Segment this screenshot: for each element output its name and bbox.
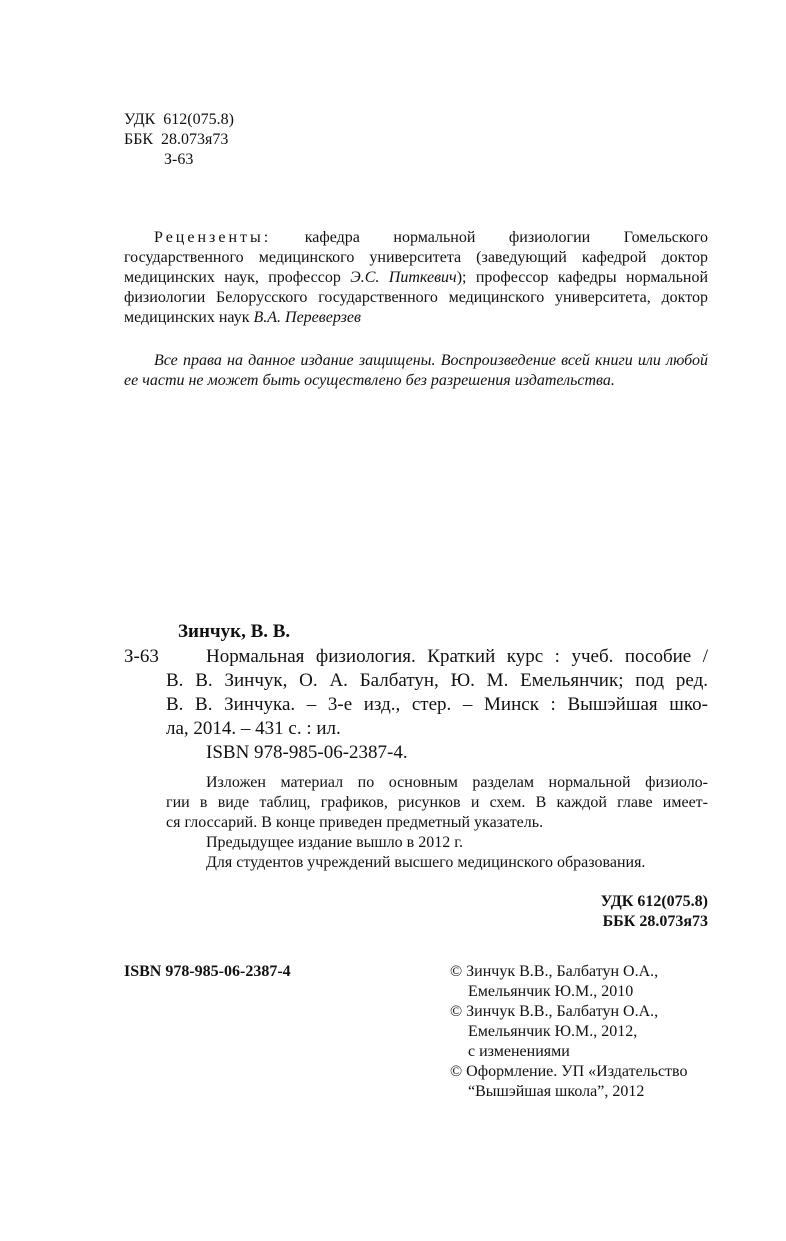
catalog-author-heading: Зинчук, В. В. bbox=[178, 621, 291, 642]
udk-code: УДК 612(075.8) bbox=[600, 893, 708, 910]
catalog-isbn: ISBN 978-985-06-2387-4. bbox=[206, 742, 408, 763]
reviewers-text-2: ); профессор кафедры нормальной физиологии Белорусского государственного медицинского университета, доктор медицинских наук bbox=[124, 269, 709, 326]
catalog-mark: З-63 bbox=[124, 646, 159, 667]
annotation-audience: Для студентов учреждений высшего медицинского образования. bbox=[206, 854, 646, 871]
annotation-previous-edition: Предыдущее издание вышло в 2012 г. bbox=[206, 834, 463, 851]
reviewer-name-2: В.А. Переверзев bbox=[253, 309, 361, 326]
catalog-line-2: В. В. Зинчук, О. А. Балбатун, Ю. М. Емельянчик; под ред. bbox=[166, 670, 708, 691]
copyright-3-line-1: © Оформление. УП «Издательство bbox=[450, 1063, 688, 1080]
copyright-1-line-1: © Зинчук В.В., Балбатун О.А., bbox=[450, 963, 659, 980]
author-mark: З-63 bbox=[164, 151, 194, 168]
bbk-line bbox=[124, 130, 234, 150]
copyright-block bbox=[450, 962, 687, 1102]
reviewer-name-1: Э.С. Питкевич bbox=[350, 269, 457, 286]
udk-value: 612(075.8) bbox=[163, 111, 234, 128]
bbk-code: ББК 28.073я73 bbox=[602, 913, 708, 930]
annotation-line-3: ся глоссарий. В конце приведен предметный указатель. bbox=[166, 814, 544, 831]
classification-block bbox=[124, 110, 234, 170]
catalog-description bbox=[166, 645, 708, 765]
udk-label: УДК bbox=[124, 111, 156, 128]
bbk-label: ББК bbox=[124, 131, 154, 148]
copyright-2-line-3: с изменениями bbox=[468, 1043, 570, 1060]
reviewers-text-1: кафедра нормальной физиологии Гомельского государственного медицинского университета (заведующий кафедрой доктор медицинских наук, профессор bbox=[124, 229, 709, 286]
annotation-line-1: Изложен материал по основным разделам нормальной физиоло- bbox=[206, 774, 708, 791]
rights-notice: Все права на данное издание защищены. Воспроизведение всей книги или любой ее части не может быть осуществлено без разрешения издательства. bbox=[124, 352, 708, 389]
catalog-line-3: В. В. Зинчука. – 3-е изд., стер. – Минск : Вышэйшая шко- bbox=[166, 694, 708, 715]
reviewers-paragraph bbox=[124, 228, 708, 328]
reviewers-label: Рецензенты: bbox=[154, 229, 272, 246]
bbk-value: 28.073я73 bbox=[161, 131, 229, 148]
codes-block bbox=[408, 892, 708, 932]
copyright-2-line-2: Емельянчик Ю.М., 2012, bbox=[468, 1023, 638, 1040]
copyright-2-line-1: © Зинчук В.В., Балбатун О.А., bbox=[450, 1003, 659, 1020]
catalog-line-4: ла, 2014. – 431 с. : ил. bbox=[166, 718, 341, 739]
annotation-line-2: гии в виде таблиц, графиков, рисунков и схем. В каждой главе имеет- bbox=[166, 794, 708, 811]
udk-line bbox=[124, 110, 234, 130]
isbn-footer: ISBN 978-985-06-2387-4 bbox=[124, 963, 291, 980]
annotation bbox=[166, 773, 708, 873]
catalog-line-1: Нормальная физиология. Краткий курс : учеб. пособие / bbox=[206, 646, 708, 667]
copyright-1-line-2: Емельянчик Ю.М., 2010 bbox=[468, 983, 634, 1000]
copyright-3-line-2: “Вышэйшая школа”, 2012 bbox=[468, 1083, 645, 1100]
